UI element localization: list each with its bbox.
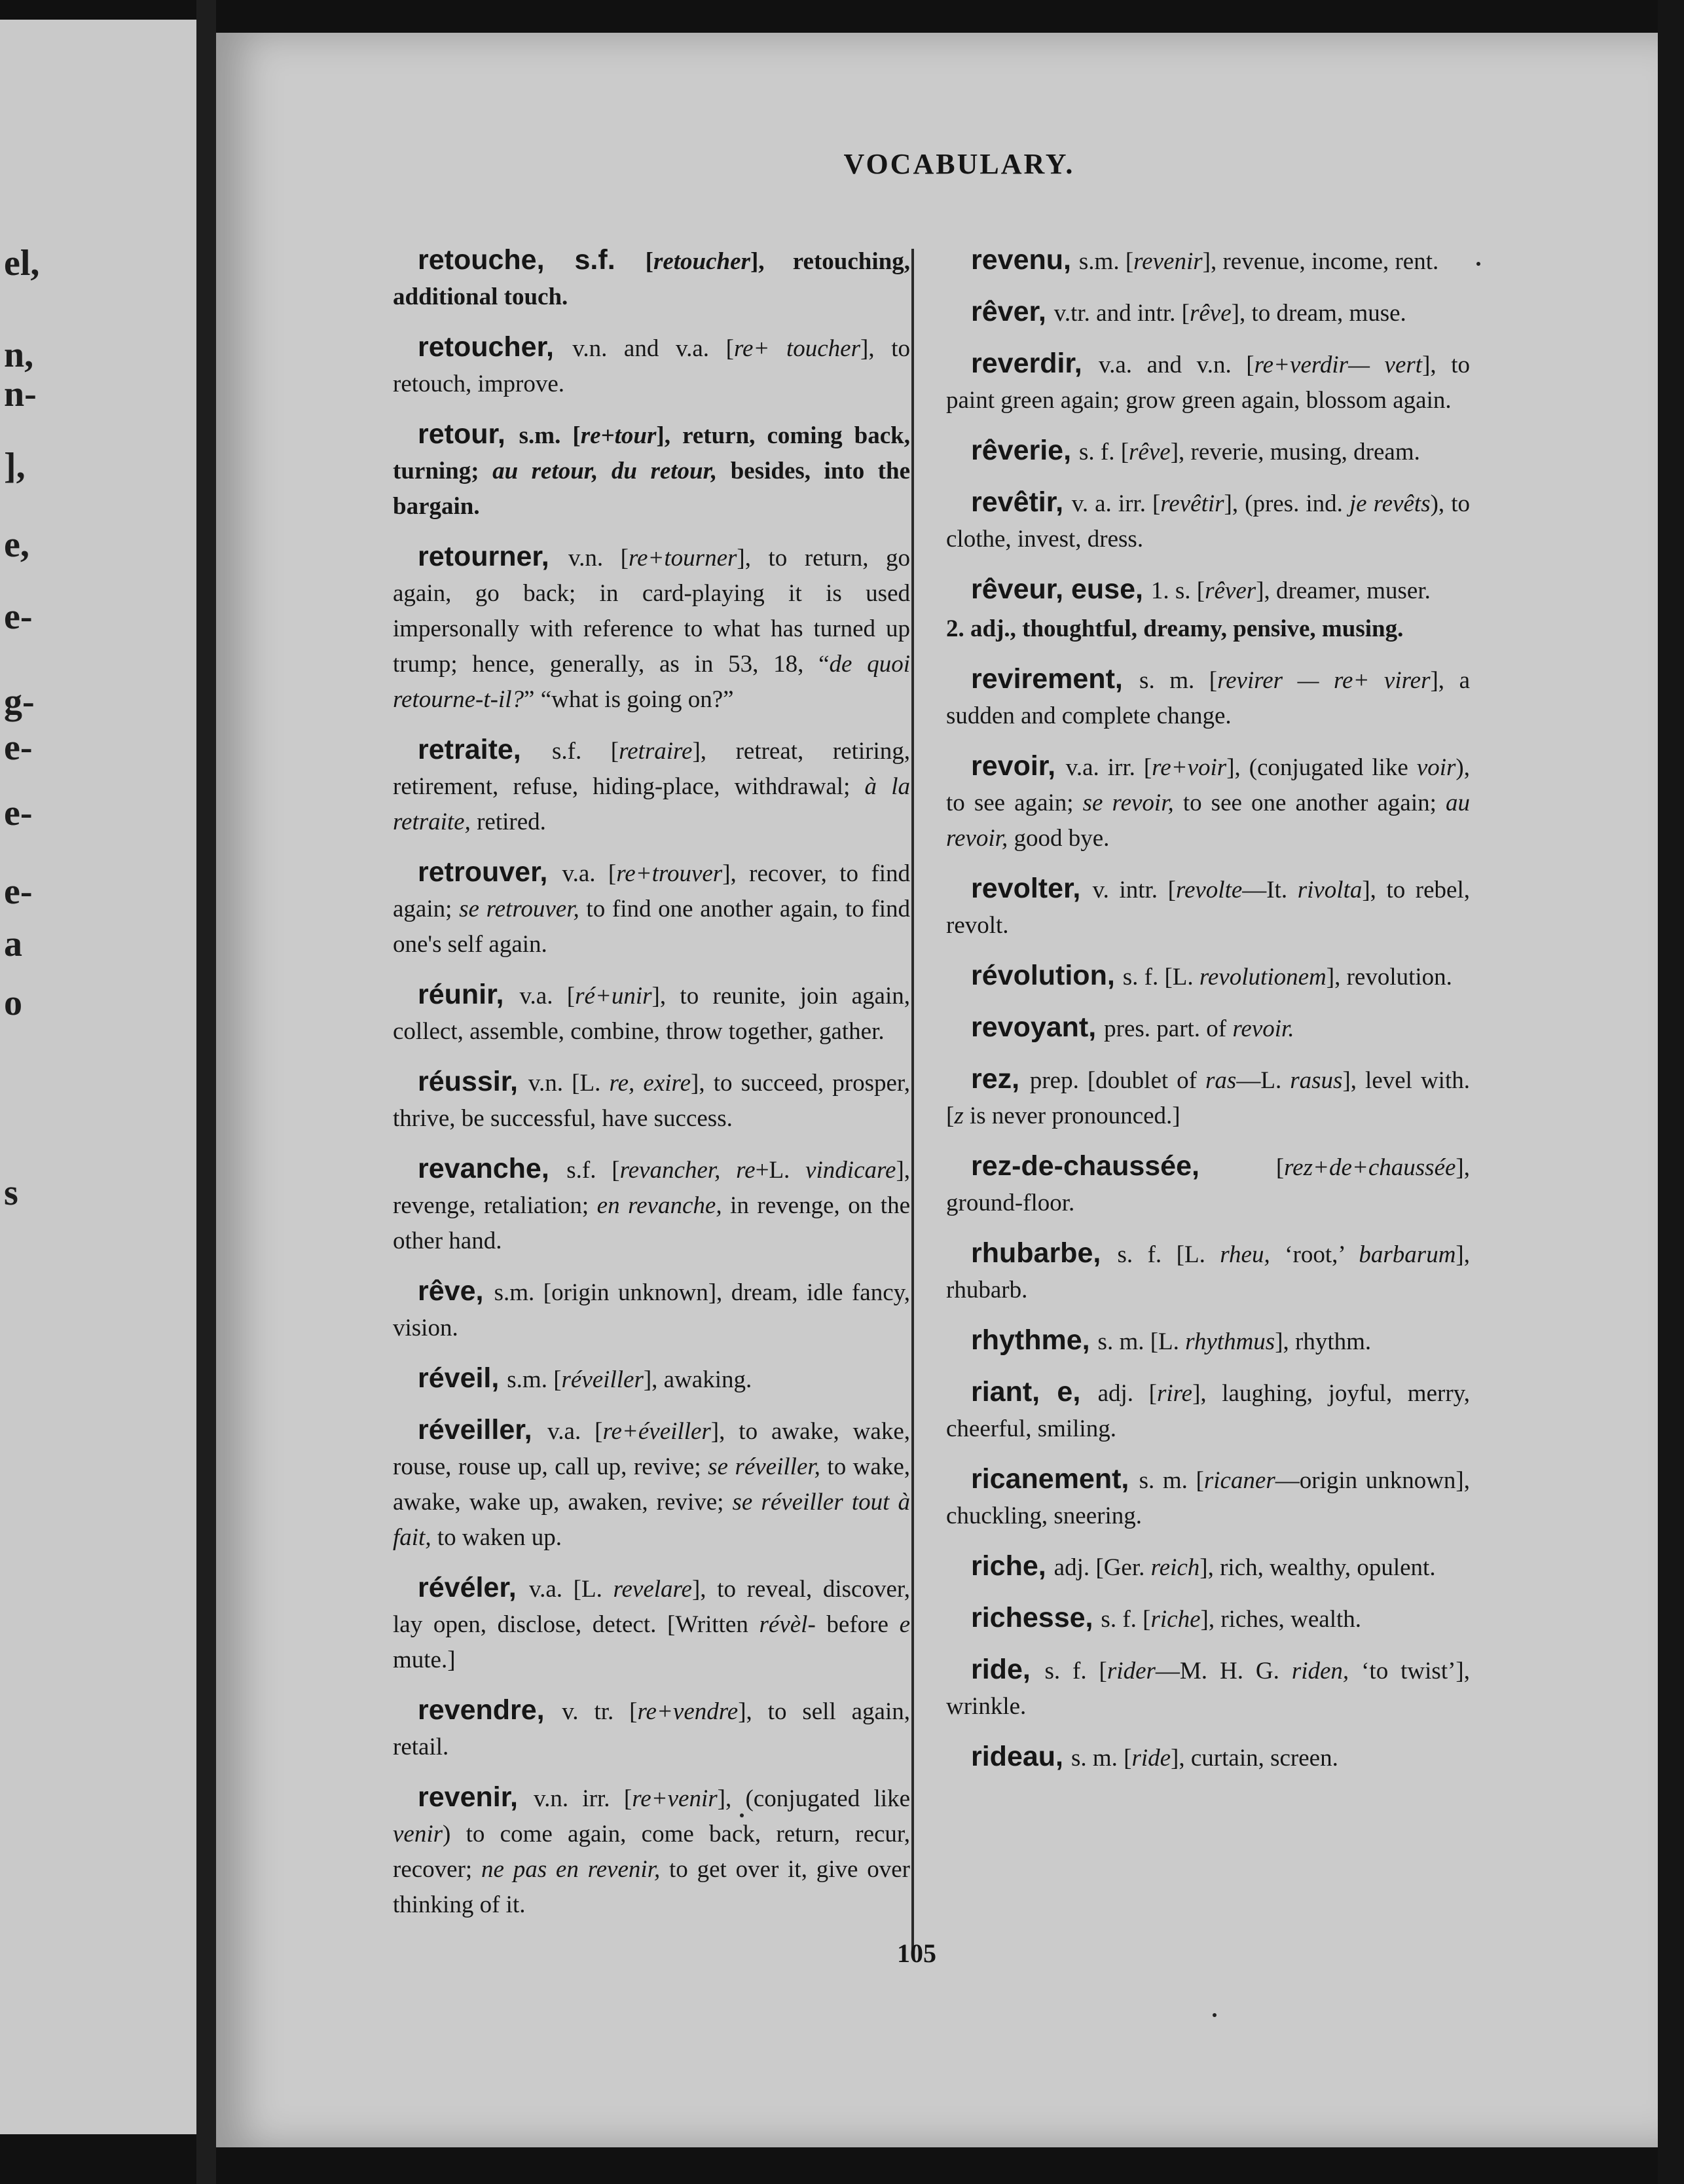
dictionary-entry: [946, 294, 1470, 331]
headword: revenu,: [971, 244, 1079, 276]
headword: revendre,: [418, 1694, 562, 1726]
facing-page-fragment: o: [4, 983, 22, 1023]
entry-text: to waken up.: [431, 1524, 562, 1551]
entry-text: s. m. [: [1071, 1745, 1132, 1772]
entry-text: riden,: [1291, 1658, 1349, 1684]
entry-text: ], return, coming back, turning;: [393, 422, 910, 484]
entry-text: ], to return, go again, go back; in card-playing it is used impersonally with reference to what has turned up trump; hence, generally, as in 53, 18, “: [393, 545, 911, 678]
entry-text: rêver: [1205, 577, 1256, 604]
entry-text: ) to come again, come back, return, recur, recover;: [393, 1821, 910, 1883]
dictionary-entry: [946, 346, 1470, 418]
dictionary-entry: [393, 329, 910, 402]
entry-text: to find one another again, to find one's self again.: [393, 896, 911, 958]
entry-text: ], a sudden and complete change.: [946, 667, 1470, 729]
facing-page-edge: [0, 20, 196, 2134]
facing-page-fragment: el,: [4, 243, 40, 283]
entry-text: ], rhythm.: [1275, 1328, 1372, 1355]
entry-text: réveiller: [561, 1366, 644, 1393]
entry-text: ], revolution.: [1326, 964, 1452, 991]
entry-text: ], ground-floor.: [946, 1154, 1470, 1216]
entry-text: s. f. [L.: [1122, 964, 1199, 991]
entry-text: s.f. [: [566, 1157, 620, 1184]
headword: retourner,: [418, 541, 568, 572]
entry-text: v. intr. [: [1092, 877, 1176, 903]
entry-text: v.a. [L.: [528, 1576, 613, 1603]
dictionary-entry: [393, 732, 910, 840]
entry-text: before: [815, 1611, 900, 1638]
entry-text: v.n. irr. [: [534, 1785, 632, 1812]
dictionary-entry: [946, 1652, 1470, 1724]
entry-text: to see one another again;: [1173, 790, 1446, 816]
entry-text: s. m. [: [1139, 667, 1218, 694]
entry-text: ras: [1205, 1067, 1237, 1094]
headword: réussir,: [418, 1066, 528, 1097]
entry-text: revelare: [613, 1576, 692, 1603]
dictionary-entry: [946, 958, 1470, 995]
entry-text: ], revenge, retaliation;: [393, 1157, 911, 1219]
entry-text: s.m. [: [1078, 248, 1134, 275]
entry-text: —L.: [1236, 1067, 1290, 1094]
entry-text: rez+de+chaussée: [1284, 1154, 1456, 1181]
entry-text: ], rhubarb.: [946, 1241, 1470, 1303]
book-gutter: [196, 0, 216, 2184]
facing-page-fragment: e-: [4, 793, 33, 833]
facing-page-fragment: s: [4, 1173, 18, 1213]
dictionary-entry: [946, 242, 1470, 280]
dictionary-entry: [946, 611, 1470, 647]
entry-text: rhythmus: [1185, 1328, 1275, 1355]
dictionary-entry: [946, 1548, 1470, 1586]
entry-text: re+venir: [632, 1785, 718, 1812]
entry-text: [: [1275, 1154, 1285, 1181]
entry-text: se revoir,: [1082, 790, 1174, 816]
entry-text: ‘to twist’], wrinkle.: [946, 1658, 1471, 1720]
dictionary-entry: [946, 1322, 1470, 1360]
entry-text: v.a. irr. [: [1065, 754, 1152, 781]
entry-text: s.m. [: [519, 422, 581, 449]
entry-text: ricaner: [1203, 1467, 1275, 1494]
entry-text: ], to paint green again; grow green again, blossom again.: [946, 352, 1471, 414]
entry-text: ], to awake, wake, rouse, rouse up, call up, revive;: [393, 1418, 910, 1480]
dictionary-entry: [946, 1148, 1470, 1221]
entry-text: good bye.: [1008, 825, 1110, 852]
entry-text: riche: [1150, 1606, 1201, 1633]
entry-text: rire: [1156, 1380, 1193, 1407]
headword: rêveur, euse,: [971, 573, 1151, 605]
entry-text: s.m. [origin unknown], dream, idle fancy, vision.: [393, 1279, 910, 1341]
dictionary-entry: [946, 1374, 1470, 1447]
entry-text: —M. H. G.: [1155, 1658, 1292, 1684]
entry-text: revoir.: [1232, 1015, 1294, 1042]
entry-text: s. m. [: [1139, 1467, 1204, 1494]
dictionary-entry: [393, 1412, 910, 1556]
entry-text: ], retreat, retiring, retirement, refuse, hiding-place, withdrawal;: [393, 738, 910, 800]
right-column: [946, 242, 1470, 1791]
headword: revirement,: [971, 663, 1140, 695]
headword: reverdir,: [971, 348, 1099, 379]
headword: révéler,: [418, 1572, 529, 1603]
entry-text: je revêts: [1349, 490, 1431, 517]
dictionary-entry: [393, 1692, 910, 1765]
headword: revêtir,: [971, 486, 1072, 518]
entry-text: prep. [doublet of: [1029, 1067, 1206, 1094]
entry-text: reich: [1150, 1554, 1200, 1581]
headword: revenir,: [418, 1781, 534, 1813]
headword: rhythme,: [971, 1324, 1098, 1356]
entry-text: ], to rebel, revolt.: [946, 877, 1470, 939]
entry-text: re+tourner: [628, 545, 737, 572]
entry-text: re+voir: [1152, 754, 1227, 781]
entry-text: vindicare: [805, 1157, 896, 1184]
entry-text: se réveiller tout à fait,: [393, 1489, 910, 1551]
entry-text: v. tr. [: [562, 1698, 638, 1725]
entry-text: re+tour: [580, 422, 657, 449]
entry-text: s. f. [: [1101, 1606, 1151, 1633]
entry-text: s.f. [: [552, 738, 619, 765]
entry-text: re+trouver: [616, 860, 723, 887]
entry-text: ], to sell again, retail.: [393, 1698, 910, 1760]
dictionary-entry: [946, 871, 1470, 943]
entry-text: ], revenue, income, rent.: [1202, 248, 1439, 275]
entry-text: rheu,: [1220, 1241, 1270, 1268]
facing-page-fragment: e-: [4, 871, 33, 912]
headword: retoucher,: [418, 331, 573, 363]
entry-text: 1. s. [: [1150, 577, 1205, 604]
dictionary-entry: [946, 572, 1470, 609]
headword: rhubarbe,: [971, 1237, 1118, 1269]
headword: rêve,: [418, 1275, 494, 1307]
entry-text: retraire: [619, 738, 693, 765]
left-column: [393, 242, 910, 1937]
entry-text: retoucher: [653, 248, 750, 275]
facing-page-fragment: ],: [4, 446, 26, 486]
entry-text: ], dreamer, muser.: [1256, 577, 1431, 604]
dictionary-entry: [946, 1061, 1470, 1134]
entry-text: au retour, du retour,: [492, 458, 718, 484]
headword: retraite,: [418, 734, 552, 765]
entry-text: re+vendre: [637, 1698, 739, 1725]
entry-text: rider: [1107, 1658, 1156, 1684]
entry-text: ], reverie, musing, dream.: [1170, 439, 1420, 465]
headword: ricanement,: [971, 1463, 1139, 1495]
entry-text: —origin unknown], chuckling, sneering.: [946, 1467, 1470, 1529]
entry-text: v.a. [: [519, 983, 576, 1010]
entry-text: v.n. [: [568, 545, 629, 572]
headword: retour,: [418, 418, 519, 450]
dictionary-entry: [393, 977, 910, 1049]
entry-text: pres. part. of: [1104, 1015, 1233, 1042]
dictionary-entry: [946, 1739, 1470, 1776]
entry-text: ], level with. [: [946, 1067, 1470, 1129]
entry-text: ], curtain, screen.: [1171, 1745, 1338, 1772]
entry-text: v.a. [: [547, 1418, 603, 1445]
entry-text: revêtir: [1160, 490, 1224, 517]
entry-text: s. m. [L.: [1097, 1328, 1186, 1355]
dictionary-entry: [393, 539, 910, 718]
scan-speck: [1213, 2013, 1217, 2017]
headword: rideau,: [971, 1741, 1071, 1772]
entry-text: ], to succeed, prosper, thrive, be successful, have success.: [393, 1070, 910, 1132]
entry-text: s. f. [L.: [1117, 1241, 1220, 1268]
headword: revolter,: [971, 873, 1093, 904]
entry-text: révèl-: [759, 1611, 816, 1638]
entry-text: rivolta: [1297, 877, 1363, 903]
entry-text: ], riches, wealth.: [1200, 1606, 1362, 1633]
entry-text: z: [954, 1102, 964, 1129]
headword: ride,: [971, 1654, 1045, 1685]
entry-text: re+ toucher: [733, 335, 860, 362]
entry-text: mute.]: [393, 1647, 456, 1673]
entry-text: barbarum: [1359, 1241, 1456, 1268]
entry-text: s. f. [: [1078, 439, 1129, 465]
dictionary-entry: [393, 242, 910, 315]
entry-text: adj. [: [1097, 1380, 1157, 1407]
entry-text: ], recover, to find again;: [393, 860, 910, 922]
entry-text: revolte: [1175, 877, 1243, 903]
entry-text: voir: [1416, 754, 1456, 781]
entry-text: 2. adj., thoughtful, dreamy, pensive, musing.: [946, 615, 1404, 642]
entry-text: se réveiller,: [708, 1453, 820, 1480]
entry-text: v.n. [L.: [528, 1070, 610, 1097]
entry-text: —It.: [1242, 877, 1298, 903]
headword: rez-de-chaussée,: [971, 1150, 1276, 1182]
entry-text: se retrouver,: [459, 896, 579, 922]
entry-text: à la retraite,: [393, 773, 910, 835]
entry-text: ], to dream, muse.: [1231, 300, 1406, 327]
dictionary-entry: [946, 1461, 1470, 1534]
facing-page-fragment: n-: [4, 374, 37, 414]
entry-text: revenir: [1133, 248, 1203, 275]
entry-text: ), to clothe, invest, dress.: [946, 490, 1470, 553]
headword: rêverie,: [971, 435, 1079, 466]
entry-text: re, exire: [609, 1070, 691, 1097]
headword: rez,: [971, 1063, 1030, 1095]
entry-text: ], rich, wealthy, opulent.: [1199, 1554, 1436, 1581]
entry-text: ” “what is going on?”: [524, 686, 734, 713]
dictionary-entry: [946, 1235, 1470, 1308]
headword: revoir,: [971, 750, 1066, 782]
dictionary-entry: [946, 748, 1470, 856]
entry-text: revolutionem: [1199, 964, 1327, 991]
entry-text: e: [899, 1611, 911, 1638]
entry-text: ], awaking.: [643, 1366, 752, 1393]
entry-text: v.a. [: [562, 860, 617, 887]
entry-text: ], (pres. ind.: [1224, 490, 1349, 517]
dictionary-entry: [393, 1570, 910, 1678]
dictionary-entry: [393, 1273, 910, 1346]
headword: revoyant,: [971, 1011, 1105, 1043]
entry-text: ], (conjugated like: [717, 1785, 910, 1812]
dictionary-entry: [946, 433, 1470, 470]
facing-page-fragment: a: [4, 924, 22, 964]
entry-text: de quoi retourne-t-il?: [393, 651, 910, 713]
scan-speck: [740, 1813, 744, 1817]
dictionary-entry: [393, 1064, 910, 1137]
entry-text: re+verdir— vert: [1254, 352, 1423, 378]
facing-page-fragment: e-: [4, 727, 33, 768]
column-rule: [911, 249, 914, 1951]
entry-text: v.n. and v.a. [: [572, 335, 734, 362]
entry-text: adj. [Ger.: [1053, 1554, 1151, 1581]
entry-text: to wake, awake, wake up, awaken, revive;: [393, 1453, 910, 1516]
dictionary-entry: [946, 661, 1470, 734]
facing-page-fragment: e-: [4, 596, 33, 637]
headword: riant, e,: [971, 1376, 1098, 1408]
entry-text: ], retouching, additional touch.: [393, 248, 910, 310]
entry-text: rêve: [1129, 439, 1171, 465]
scan-speck: [1476, 262, 1480, 266]
entry-text: s.m. [: [507, 1366, 562, 1393]
entry-text: v.tr. and intr. [: [1053, 300, 1190, 327]
entry-text: is never pronounced.]: [963, 1102, 1181, 1129]
headword: riche,: [971, 1550, 1054, 1582]
entry-text: ride: [1131, 1745, 1171, 1772]
entry-text: [: [645, 248, 653, 275]
entry-text: in revenge, on the other hand.: [393, 1192, 910, 1254]
entry-text: ), to see again;: [946, 754, 1470, 816]
entry-text: revancher, re: [619, 1157, 756, 1184]
entry-text: ], to reveal, discover, lay open, disclose, detect. [Written: [393, 1576, 910, 1638]
entry-text: ], laughing, joyful, merry, cheerful, smiling.: [946, 1380, 1470, 1442]
dictionary-entry: [393, 1151, 910, 1259]
entry-text: rêve: [1189, 300, 1232, 327]
entry-text: +L.: [755, 1157, 806, 1184]
dictionary-entry: [946, 1010, 1470, 1047]
entry-text: revirer — re+ virer: [1217, 667, 1431, 694]
entry-text: ‘root,’: [1270, 1241, 1359, 1268]
entry-text: venir: [393, 1821, 443, 1847]
headword: réveil,: [418, 1362, 507, 1394]
scan-border: [1658, 0, 1684, 2184]
dictionary-entry: [946, 484, 1470, 557]
entry-text: s. f. [: [1044, 1658, 1107, 1684]
entry-text: ], (conjugated like: [1226, 754, 1417, 781]
dictionary-entry: [946, 1600, 1470, 1637]
entry-text: re+éveiller: [602, 1418, 711, 1445]
facing-page-fragment: e,: [4, 524, 29, 565]
entry-text: ], to reunite, join again, collect, assemble, combine, throw together, gather.: [393, 983, 910, 1045]
headword: richesse,: [971, 1602, 1101, 1633]
facing-page-fragment: n,: [4, 335, 34, 375]
entry-text: ], to retouch, improve.: [393, 335, 910, 397]
headword: retouche, s.f.: [418, 244, 646, 276]
entry-text: en revanche,: [596, 1192, 722, 1219]
headword: réveiller,: [418, 1414, 548, 1446]
entry-text: rasus: [1290, 1067, 1343, 1094]
dictionary-entry: [393, 854, 910, 962]
headword: réunir,: [418, 979, 520, 1010]
entry-text: to get over it, give over thinking of it.: [393, 1856, 910, 1918]
entry-text: retired.: [470, 809, 546, 835]
entry-text: besides, into the bargain.: [393, 458, 911, 520]
headword: revanche,: [418, 1153, 567, 1184]
entry-text: v. a. irr. [: [1071, 490, 1161, 517]
entry-text: ne pas en revenir,: [481, 1856, 661, 1883]
dictionary-entry: [393, 1360, 910, 1398]
running-head: VOCABULARY.: [843, 148, 1075, 180]
page-number: 105: [897, 1938, 936, 1968]
headword: rêver,: [971, 296, 1054, 327]
dictionary-entry: [393, 416, 910, 524]
dictionary-entry: [393, 1779, 910, 1923]
entry-text: ré+unir: [575, 983, 652, 1010]
headword: retrouver,: [418, 856, 562, 888]
facing-page-fragment: g-: [4, 682, 35, 722]
entry-text: au revoir,: [946, 790, 1470, 852]
entry-text: v.a. and v.n. [: [1099, 352, 1254, 378]
headword: révolution,: [971, 960, 1123, 991]
